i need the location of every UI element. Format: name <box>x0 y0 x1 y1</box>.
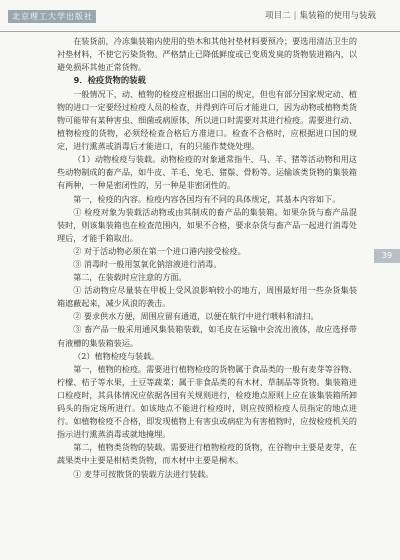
page-header <box>0 0 400 32</box>
project-label: 项目二 <box>265 11 291 21</box>
list-item: ③ 畜产品一般采用通风集装箱装载，如毛皮在运输中会流出液体，故应选择带有液槽的集装箱装运。 <box>57 324 357 348</box>
header-separator: | <box>293 11 297 21</box>
section-heading: 9．检疫货物的装载 <box>73 75 146 86</box>
paragraph: （2）植物检疫与装载。 <box>73 350 160 361</box>
page-body <box>57 35 357 481</box>
running-header <box>265 9 376 21</box>
list-item: ① 检疫对象为装载活动物或由其制成的畜产品的集装箱。如果杂货与畜产品混装时，则该集装箱也在检查范围内，如果不合格，要求杂货与畜产品一起进行消毒处理后，才能手箱取出。 <box>57 206 357 243</box>
paragraph: 第一，植物的检疫。需要进行植物检疫的货物属于食品类的一般有麦芽等谷物、柠檬、桔子等水果，土豆等蔬菜；属于非食品类的有木材、草制品等货物。集装箱进口检疫时，其具体情况应依据各国有关规则进行，检疫地点原则上应在该集装箱所卸码头的指定场所进行。如该地点不能进行检疫时，则应按照检疫人员指定的地点进行。如植物检疫不合格，即发现植物上有害虫或病症为有害植物时，应按检疫机关的指示进行熏蒸消毒或就地掩埋。 <box>57 363 357 440</box>
list-item: ③ 消毒时一般用氢氧化钠溶液进行消毒。 <box>73 259 222 269</box>
paragraph: 在装货前，冷冻集装箱内使用的垫木和其他衬垫材料要预冷；要选用清洁卫生的衬垫材料，不使它污染货物。严格禁止已降低鲜度或已变质发臭的货物装进箱内，以避免损坏其他正常货物。 <box>57 36 357 73</box>
paragraph: 第二，植物类货物的装载。需要进行植物检疫的货物，在谷物中主要是麦芽，在蔬果类中主要是柑桔类货物，而木材中主要是桐木。 <box>57 442 357 466</box>
list-item: ② 对于活动物必须在第一个进口港内接受检疫。 <box>73 245 246 256</box>
page-number-tab: 39 <box>374 249 400 263</box>
paragraph: 一般情况下，动、植物的检疫应根据出口国的规定，但也有部分国家规定动、植物的进口一定要经过检疫人员的检查，并得到许可后才能进口，因为动物或植物类货物可能带有某种害虫、细菌或病原体，所以进口时需要对其进行检疫。需要进行动、植物检疫的货物，必须经检查合格后方准进口。检查不合格时，应根据进口国的规定，进行熏蒸或消毒后才能进口，有的只能作焚烧处理。 <box>57 88 357 152</box>
list-item: ① 活动物应尽量装在甲板上受风浪影响较小的地方，周围最好用一些杂货集装箱遮蔽起来，减少风浪的袭击。 <box>57 285 357 309</box>
paragraph: 第二，在装载时应注意的方面。 <box>73 272 187 283</box>
publisher-logo: 北京理工大学出版社 <box>8 10 96 23</box>
paragraph: 第一，检疫的内容。检疫内容各国均有不同的具体规定，其基本内容如下。 <box>73 193 341 204</box>
list-item: ② 要求供水方便，周围应留有通道，以便在航行中进行喂料和清扫。 <box>73 311 319 322</box>
chapter-title: 集装箱的使用与装载 <box>299 11 376 21</box>
list-item: ① 麦芽可按散货的装载方法进行装载。 <box>73 468 214 479</box>
paragraph: （1）动物检疫与装载。动物检疫的对象通常指牛、马、羊、猪等活动物和用这些动物制成的畜产品，如牛皮、羊毛、兔毛、猪鬃、骨粉等。运输该类货物的集装箱有两种，一种是密闭性的，另一种是非密闭性的。 <box>57 154 357 191</box>
